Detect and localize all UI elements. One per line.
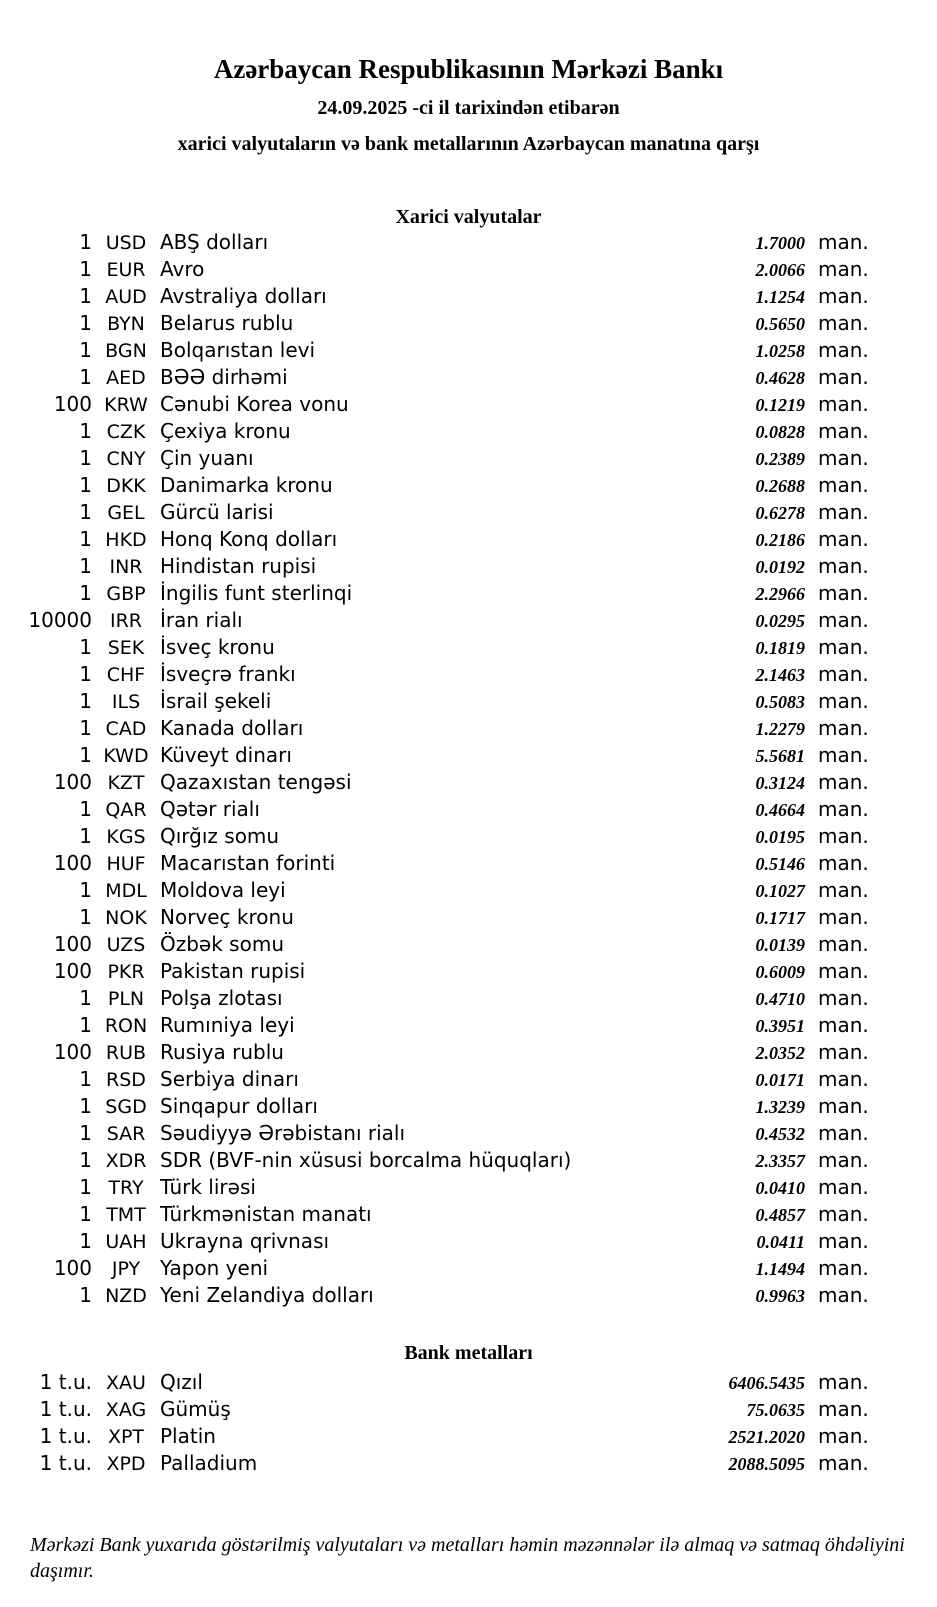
currency-rate: 0.2186	[755, 530, 805, 550]
currency-code: QAR	[105, 799, 147, 821]
unit-label: man.	[818, 1202, 869, 1226]
currency-name: Sinqapur dolları	[160, 1094, 318, 1118]
unit-label: man.	[818, 905, 869, 929]
currency-code: KGS	[106, 826, 146, 848]
unit-label: man.	[818, 1040, 869, 1064]
currency-rate: 2.1463	[755, 665, 805, 685]
currencies-section-title: Xarici valyutalar	[395, 206, 542, 228]
currency-name: Rumıniya leyi	[160, 1013, 295, 1037]
currency-name: Qazaxıstan tengəsi	[160, 770, 352, 794]
currency-row	[0, 1174, 869, 1201]
currency-row	[0, 634, 869, 661]
currency-rate: 0.6278	[755, 503, 805, 523]
metal-code: XPD	[106, 1453, 146, 1475]
currency-amount: 1	[79, 500, 92, 524]
unit-label: man.	[818, 1013, 869, 1037]
currency-rate: 1.0258	[755, 341, 805, 361]
currency-name: Gürcü larisi	[160, 500, 274, 524]
currency-name: Ukrayna qrivnası	[160, 1229, 330, 1253]
currency-amount: 1	[79, 1202, 92, 1226]
currency-row	[0, 1120, 869, 1147]
currency-code: DKK	[106, 475, 146, 497]
currency-row	[0, 553, 869, 580]
currency-code: RSD	[106, 1069, 146, 1091]
currency-rate: 0.2688	[755, 476, 805, 496]
currency-name: Avstraliya dolları	[160, 284, 327, 308]
currency-rate: 0.0410	[755, 1178, 805, 1198]
currency-name: Qırğız somu	[160, 824, 280, 848]
currency-row	[0, 877, 869, 904]
currency-code: BGN	[105, 340, 147, 362]
currency-row	[0, 310, 869, 337]
currency-amount: 1	[79, 554, 92, 578]
currency-row	[0, 1201, 869, 1228]
currency-code: CHF	[106, 664, 146, 686]
currency-name: Çexiya kronu	[160, 419, 291, 443]
currency-rate: 0.1717	[755, 908, 805, 928]
currency-rate: 0.4664	[755, 800, 805, 820]
currency-rate: 2.2966	[755, 584, 805, 604]
currency-amount: 100	[53, 1040, 92, 1064]
unit-label: man.	[818, 878, 869, 902]
unit-label: man.	[818, 1148, 869, 1172]
currency-code: XDR	[105, 1150, 147, 1172]
currency-rate: 0.0828	[755, 422, 805, 442]
currency-name: Hindistan rupisi	[160, 554, 317, 578]
currency-name: Yeni Zelandiya dolları	[160, 1283, 374, 1307]
currency-rate: 0.1027	[755, 881, 805, 901]
currency-amount: 1	[79, 635, 92, 659]
page-title: Azərbaycan Respublikasının Mərkəzi Bankı	[213, 54, 724, 84]
currency-rate: 2.0066	[755, 260, 805, 280]
currency-row	[0, 742, 869, 769]
metal-rate: 2088.5095	[728, 1454, 805, 1474]
currency-code: AUD	[105, 286, 147, 308]
currency-rate: 0.0192	[755, 557, 805, 577]
currency-name: İsrail şekeli	[160, 689, 272, 713]
currency-rate: 0.3124	[755, 773, 805, 793]
currency-row	[0, 796, 869, 823]
unit-label: man.	[818, 284, 869, 308]
unit-label: man.	[818, 365, 869, 389]
currency-name: Cənubi Korea vonu	[160, 392, 349, 416]
currency-rate: 0.0195	[755, 827, 805, 847]
currency-amount: 10000	[28, 608, 92, 632]
currency-code: CAD	[105, 718, 147, 740]
unit-label: man.	[818, 1094, 869, 1118]
metal-amount: 1 t.u.	[39, 1424, 92, 1448]
currency-code: JPY	[111, 1258, 141, 1280]
metal-row	[0, 1396, 869, 1423]
currency-code: PLN	[107, 988, 145, 1010]
metal-rate: 2521.2020	[728, 1427, 805, 1447]
currency-name: Bolqarıstan levi	[160, 338, 316, 362]
currency-amount: 1	[79, 527, 92, 551]
currency-code: RUB	[105, 1042, 147, 1064]
currency-amount: 1	[79, 581, 92, 605]
currency-name: Çin yuanı	[160, 446, 254, 470]
currency-rate: 0.4710	[755, 989, 805, 1009]
unit-label: man.	[818, 1397, 869, 1421]
currency-name: Honq Konq dolları	[160, 527, 338, 551]
currency-amount: 1	[79, 230, 92, 254]
currency-rate: 2.3357	[755, 1151, 805, 1171]
unit-label: man.	[818, 230, 869, 254]
currency-amount: 1	[79, 1148, 92, 1172]
unit-label: man.	[818, 338, 869, 362]
currency-amount: 1	[79, 473, 92, 497]
metal-code: XAG	[105, 1399, 147, 1421]
currency-name: SDR (BVF-nin xüsusi borcalma hüquqları)	[160, 1148, 572, 1172]
currency-amount: 1	[79, 419, 92, 443]
currency-amount: 1	[79, 1283, 92, 1307]
currency-amount: 1	[79, 797, 92, 821]
unit-label: man.	[818, 932, 869, 956]
currency-rate: 0.5650	[755, 314, 805, 334]
currency-name: İsveçrə frankı	[160, 662, 296, 686]
currency-row	[0, 1093, 869, 1120]
currency-rate: 0.4857	[755, 1205, 805, 1225]
currency-amount: 100	[53, 770, 92, 794]
currency-rate: 0.6009	[755, 962, 805, 982]
metal-amount: 1 t.u.	[39, 1451, 92, 1475]
unit-label: man.	[818, 1283, 869, 1307]
currency-row	[0, 688, 869, 715]
currency-row	[0, 1066, 869, 1093]
unit-label: man.	[818, 419, 869, 443]
currency-name: Danimarka kronu	[160, 473, 333, 497]
currency-rate: 2.0352	[755, 1043, 805, 1063]
currency-amount: 1	[79, 743, 92, 767]
currency-row	[0, 769, 869, 796]
metal-row	[0, 1369, 869, 1396]
currency-code: NOK	[105, 907, 147, 929]
unit-label: man.	[818, 1229, 869, 1253]
currency-name: BƏƏ dirhəmi	[160, 365, 288, 389]
currency-code: SGD	[105, 1096, 147, 1118]
currency-code: ILS	[111, 691, 141, 713]
currency-rate: 1.1494	[755, 1259, 805, 1279]
currency-rate: 1.7000	[755, 233, 805, 253]
unit-label: man.	[818, 311, 869, 335]
metal-name: Palladium	[160, 1451, 258, 1475]
currency-amount: 1	[79, 1121, 92, 1145]
currency-code: TRY	[108, 1177, 144, 1199]
currency-name: Avro	[160, 257, 205, 281]
currency-row	[0, 607, 869, 634]
currency-code: RON	[104, 1015, 148, 1037]
currency-code: GEL	[107, 502, 145, 524]
currency-row	[0, 661, 869, 688]
currency-row	[0, 337, 869, 364]
currency-row	[0, 985, 869, 1012]
currency-name: İngilis funt sterlinqi	[160, 581, 353, 605]
metal-amount: 1 t.u.	[39, 1397, 92, 1421]
currency-code: CZK	[106, 421, 146, 443]
metal-name: Gümüş	[160, 1397, 231, 1421]
currency-row	[0, 445, 869, 472]
currency-name: Belarus rublu	[160, 311, 294, 335]
metals-table	[0, 1369, 937, 1477]
currency-row	[0, 391, 869, 418]
unit-label: man.	[818, 851, 869, 875]
currency-name: Küveyt dinarı	[160, 743, 292, 767]
currency-code: SAR	[106, 1123, 146, 1145]
metal-rate: 6406.5435	[728, 1373, 805, 1393]
currency-code: MDL	[105, 880, 147, 902]
currency-amount: 1	[79, 824, 92, 848]
currency-code: UZS	[106, 934, 146, 956]
unit-label: man.	[818, 1121, 869, 1145]
currency-amount: 1	[79, 662, 92, 686]
unit-label: man.	[818, 1067, 869, 1091]
currency-name: Türk lirəsi	[160, 1175, 256, 1199]
currency-row	[0, 472, 869, 499]
currency-amount: 100	[53, 959, 92, 983]
currency-amount: 1	[79, 1175, 92, 1199]
currency-amount: 1	[79, 689, 92, 713]
unit-label: man.	[818, 797, 869, 821]
unit-label: man.	[818, 581, 869, 605]
unit-label: man.	[818, 824, 869, 848]
currency-code: UAH	[105, 1231, 147, 1253]
currency-row	[0, 1147, 869, 1174]
currency-rate: 1.1254	[755, 287, 805, 307]
unit-label: man.	[818, 770, 869, 794]
unit-label: man.	[818, 608, 869, 632]
unit-label: man.	[818, 554, 869, 578]
currency-code: CNY	[106, 448, 146, 470]
currency-rate: 0.0295	[755, 611, 805, 631]
unit-label: man.	[818, 635, 869, 659]
currency-rate: 0.4628	[755, 368, 805, 388]
currency-code: KRW	[104, 394, 148, 416]
metal-name: Qızıl	[160, 1370, 203, 1394]
unit-label: man.	[818, 392, 869, 416]
unit-label: man.	[818, 689, 869, 713]
currency-rate: 0.3951	[755, 1016, 805, 1036]
currency-rate: 0.1819	[755, 638, 805, 658]
currency-code: INR	[109, 556, 143, 578]
page-subtitle: xarici valyutaların və bank metallarının Azərbaycan manatına qarşı	[177, 133, 760, 155]
currency-name: Özbək somu	[160, 932, 284, 956]
currency-amount: 1	[79, 311, 92, 335]
currency-rate: 0.1219	[755, 395, 805, 415]
currency-name: Norveç kronu	[160, 905, 294, 929]
metals-section-title: Bank metalları	[404, 1342, 533, 1364]
unit-label: man.	[818, 1370, 869, 1394]
currency-code: SEK	[107, 637, 145, 659]
unit-label: man.	[818, 662, 869, 686]
currency-amount: 100	[53, 1256, 92, 1280]
currency-code: AED	[106, 367, 146, 389]
unit-label: man.	[818, 743, 869, 767]
currency-amount: 1	[79, 1067, 92, 1091]
currency-name: Macarıstan forinti	[160, 851, 336, 875]
currency-code: HKD	[105, 529, 147, 551]
page-footer	[0, 1532, 937, 1584]
metal-amount: 1 t.u.	[39, 1370, 92, 1394]
currency-name: Polşa zlotası	[160, 986, 283, 1010]
currency-amount: 1	[79, 284, 92, 308]
currency-code: PKR	[107, 961, 145, 983]
metal-code: XPT	[107, 1426, 145, 1448]
currency-code: KZT	[107, 772, 145, 794]
metal-name: Platin	[160, 1424, 216, 1448]
currency-code: TMT	[106, 1204, 146, 1226]
currency-name: Kanada dolları	[160, 716, 304, 740]
currency-table	[0, 229, 937, 1309]
currency-name: Rusiya rublu	[160, 1040, 284, 1064]
currency-code: BYN	[107, 313, 145, 335]
metal-code: XAU	[106, 1372, 146, 1394]
currency-row	[0, 931, 869, 958]
unit-label: man.	[818, 1175, 869, 1199]
currency-code: HUF	[106, 853, 146, 875]
currency-code: GBP	[106, 583, 146, 605]
unit-label: man.	[818, 527, 869, 551]
currency-amount: 100	[53, 392, 92, 416]
currency-row	[0, 1012, 869, 1039]
currency-amount: 1	[79, 716, 92, 740]
currency-name: ABŞ dolları	[160, 230, 269, 254]
effective-date: 24.09.2025 -ci il tarixindən etibarən	[317, 97, 620, 119]
currency-rate: 0.5146	[755, 854, 805, 874]
unit-label: man.	[818, 446, 869, 470]
currency-row	[0, 715, 869, 742]
unit-label: man.	[818, 716, 869, 740]
currency-amount: 1	[79, 338, 92, 362]
currency-rate: 0.2389	[755, 449, 805, 469]
currency-row	[0, 904, 869, 931]
currency-amount: 1	[79, 878, 92, 902]
currency-name: Səudiyyə Ərəbistanı rialı	[160, 1121, 406, 1145]
unit-label: man.	[818, 959, 869, 983]
unit-label: man.	[818, 986, 869, 1010]
currency-name: İsveç kronu	[160, 635, 275, 659]
currency-amount: 1	[79, 1094, 92, 1118]
currency-rate: 0.0171	[755, 1070, 805, 1090]
currency-amount: 1	[79, 905, 92, 929]
currency-row	[0, 958, 869, 985]
currency-name: Moldova leyi	[160, 878, 286, 902]
unit-label: man.	[818, 473, 869, 497]
currency-rate: 1.3239	[755, 1097, 805, 1117]
currency-row	[0, 1228, 869, 1255]
unit-label: man.	[818, 1451, 869, 1475]
currency-row	[0, 283, 869, 310]
currencies-section	[0, 205, 937, 1309]
currency-name: Yapon yeni	[160, 1256, 269, 1280]
metal-row	[0, 1450, 869, 1477]
currency-code: NZD	[105, 1285, 147, 1307]
currency-amount: 1	[79, 365, 92, 389]
currency-row	[0, 256, 869, 283]
page-header	[0, 0, 937, 156]
currency-name: Serbiya dinarı	[160, 1067, 299, 1091]
currency-rate: 0.4532	[755, 1124, 805, 1144]
currency-amount: 1	[79, 1229, 92, 1253]
currency-code: EUR	[106, 259, 146, 281]
currency-code: IRR	[109, 610, 142, 632]
unit-label: man.	[818, 1424, 869, 1448]
unit-label: man.	[818, 500, 869, 524]
currency-amount: 100	[53, 932, 92, 956]
currency-rate: 0.0139	[755, 935, 805, 955]
currency-amount: 1	[79, 446, 92, 470]
currency-row	[0, 1039, 869, 1066]
currency-amount: 1	[79, 1013, 92, 1037]
currency-name: Qətər rialı	[160, 797, 260, 821]
currency-row	[0, 1282, 869, 1309]
currency-row	[0, 229, 869, 256]
currency-amount: 1	[79, 257, 92, 281]
currency-rate: 0.9963	[755, 1286, 805, 1306]
currency-row	[0, 823, 869, 850]
currency-amount: 1	[79, 986, 92, 1010]
currency-rate: 5.5681	[755, 746, 805, 766]
unit-label: man.	[818, 257, 869, 281]
disclaimer-text: Mərkəzi Bank yuxarıda göstərilmiş valyutaları və metalları həmin məzənnələr ilə almaq və satmaq öhdəliyini daşımır.	[30, 1534, 905, 1582]
currency-rate: 0.5083	[755, 692, 805, 712]
currency-rate: 0.0411	[756, 1232, 805, 1252]
currency-amount: 100	[53, 851, 92, 875]
currency-row	[0, 580, 869, 607]
currency-code: KWD	[103, 745, 149, 767]
metal-rate: 75.0635	[746, 1400, 805, 1420]
currency-rate: 1.2279	[755, 719, 805, 739]
currency-row	[0, 499, 869, 526]
currency-code: USD	[105, 232, 147, 254]
metal-row	[0, 1423, 869, 1450]
currency-name: Pakistan rupisi	[160, 959, 306, 983]
unit-label: man.	[818, 1256, 869, 1280]
currency-row	[0, 850, 869, 877]
metals-section	[0, 1341, 937, 1477]
currency-row	[0, 364, 869, 391]
currency-name: Türkmənistan manatı	[160, 1202, 372, 1226]
currency-row	[0, 1255, 869, 1282]
currency-row	[0, 418, 869, 445]
currency-row	[0, 526, 869, 553]
currency-name: İran rialı	[160, 608, 243, 632]
